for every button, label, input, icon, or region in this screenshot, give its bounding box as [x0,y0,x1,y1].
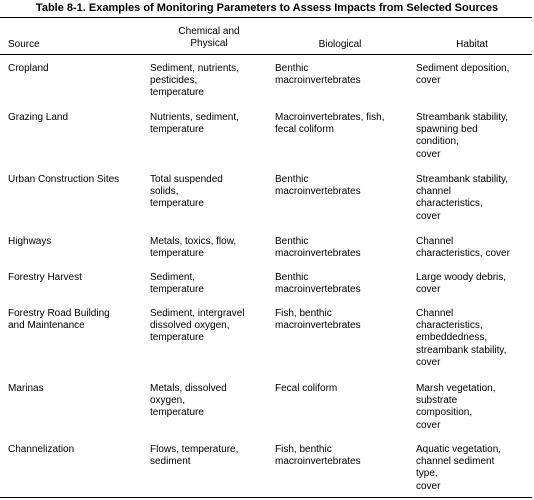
cell-biological: Fish, benthic macroinvertebrates [275,308,361,332]
cell-biological: Macroinvertebrates, fish, fecal coliform [275,112,385,136]
cell-habitat: Sediment deposition, cover [416,63,510,87]
cell-chemical: Sediment, nutrients, pesticides, temperature [150,63,239,99]
header-chemical: Chemical and Physical [178,26,240,49]
cell-biological: Fish, benthic macroinvertebrates [275,444,361,468]
cell-chemical: Sediment, temperature [150,272,204,296]
cell-chemical: Flows, temperature, sediment [150,444,239,468]
cell-source: Marinas [8,383,44,394]
cell-chemical: Total suspended solids, temperature [150,174,223,210]
bottom-rule [0,497,532,498]
cell-habitat: Channel characteristics, cover [416,236,510,260]
cell-source: Forestry Road Building and Maintenance [8,308,110,332]
cell-chemical: Sediment, intergravel dissolved oxygen, temperature [150,308,245,344]
table-title: Table 8-1. Examples of Monitoring Parameters to Assess Impacts from Selected Sources [35,2,499,14]
cell-habitat: Marsh vegetation, substrate composition, cover [416,383,496,431]
cell-biological: Benthic macroinvertebrates [275,272,361,296]
cell-biological: Benthic macroinvertebrates [275,174,361,198]
cell-source: Grazing Land [8,112,69,123]
header-rule [0,54,532,55]
cell-source: Highways [8,236,52,247]
cell-source: Forestry Harvest [8,272,82,283]
header-habitat: Habitat [456,39,488,50]
cell-chemical: Nutrients, sediment, temperature [150,112,239,136]
cell-habitat: Aquatic vegetation, channel sediment type, cover [416,444,502,492]
cell-biological: Fecal coliform [275,383,338,394]
cell-source: Urban Construction Sites [8,174,120,185]
cell-habitat: Large woody debris, cover [416,272,507,296]
cell-source: Cropland [8,63,49,74]
cell-chemical: Metals, dissolved oxygen, temperature [150,383,227,419]
cell-biological: Benthic macroinvertebrates [275,236,361,260]
cell-habitat: Channel characteristics, embeddedness, streambank stability, cover [416,308,507,368]
cell-source: Channelization [8,444,75,455]
header-biological: Biological [318,39,362,50]
cell-chemical: Metals, toxics, flow, temperature [150,236,237,260]
cell-biological: Benthic macroinvertebrates [275,63,361,87]
cell-habitat: Streambank stability, channel characteristics, cover [416,174,509,222]
cell-habitat: Streambank stability, spawning bed condition, cover [416,112,509,160]
top-rule [0,17,532,18]
header-source: Source [8,39,40,50]
